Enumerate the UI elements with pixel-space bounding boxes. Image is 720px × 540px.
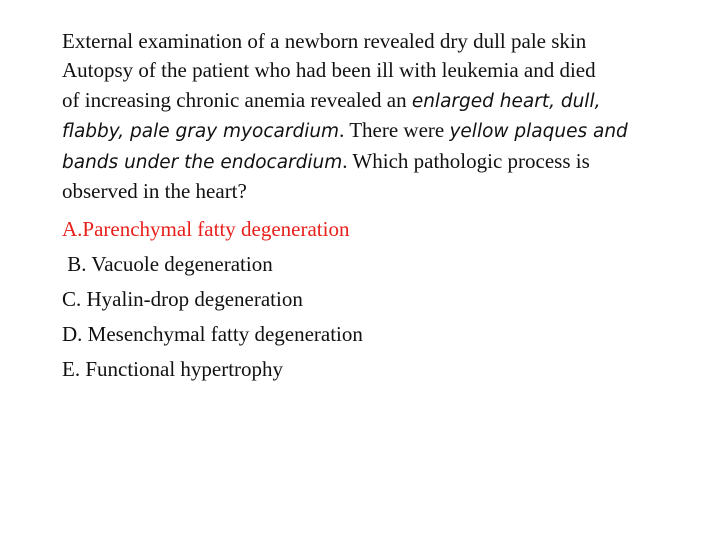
question-text-plain: of increasing chronic anemia revealed an — [62, 87, 412, 112]
answer-option-d: D. Mesenchymal fatty degeneration — [62, 322, 363, 347]
answer-option-b: B. Vacuole degeneration — [62, 252, 273, 277]
question-text-italic: bands under the endocardium — [62, 151, 343, 173]
question-line — [62, 86, 692, 116]
question-text-italic: yellow plaques and — [449, 121, 628, 143]
question-text-plain: . Which pathologic process is — [342, 148, 590, 173]
question-line: External examination of a newborn revealed dry dull pale skin — [62, 29, 587, 53]
answer-options — [62, 212, 692, 387]
answer-option-a: A.Parenchymal fatty degeneration — [62, 217, 350, 242]
question-text-plain: . There were — [339, 118, 450, 143]
question-line: observed in the heart? — [62, 179, 247, 204]
question-text-italic: flabby, pale gray myocardium — [62, 121, 340, 143]
question-text — [62, 27, 692, 206]
question-line — [62, 116, 692, 146]
question-line: Autopsy of the patient who had been ill with leukemia and died — [62, 58, 596, 83]
slide-content — [62, 27, 692, 387]
answer-option-c: C. Hyalin-drop degeneration — [62, 287, 303, 312]
answer-option-e: E. Functional hypertrophy — [62, 357, 284, 382]
question-text-italic: enlarged heart, dull, — [411, 90, 601, 112]
question-line — [62, 147, 692, 177]
